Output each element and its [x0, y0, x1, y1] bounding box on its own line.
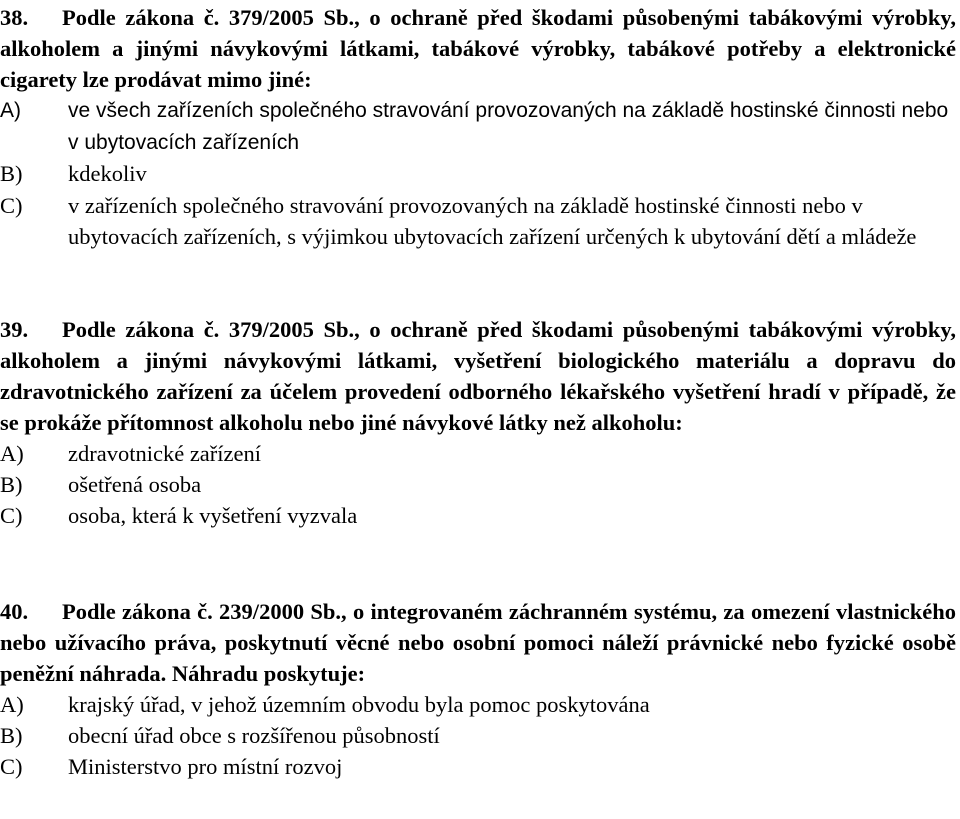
answer-option-a: [0, 689, 956, 720]
answer-options: [0, 689, 956, 782]
answer-option-b: [0, 720, 956, 751]
question-number: 39.: [0, 317, 29, 342]
question-39: [0, 314, 956, 531]
option-text: ve všech zařízeních společného stravování provozovaných na základě hostinské činnosti nebo v ubytovacích zařízeních: [68, 99, 949, 154]
answer-options: [0, 438, 956, 531]
question-38: [0, 2, 956, 253]
question-text: Podle zákona č. 239/2000 Sb., o integrovaném záchranném systému, za omezení vlastnického nebo užívacího práva, poskytnutí věcné nebo osobní pomoci náleží právnické nebo fyzické osobě peněžní náhrada. Náhradu poskytuje:: [0, 599, 956, 686]
option-letter: B): [0, 161, 23, 186]
question-stem: [0, 314, 956, 438]
option-text: Ministerstvo pro místní rozvoj: [68, 754, 343, 779]
answer-option-b: [0, 158, 956, 190]
answer-option-c: [0, 190, 956, 253]
question-number: 38.: [0, 5, 29, 30]
question-text: Podle zákona č. 379/2005 Sb., o ochraně před škodami působenými tabákovými výrobky, alkoholem a jinými návykovými látkami, tabákové výrobky, tabákové potřeby a elektronické cigarety lze prodávat mimo jiné:: [0, 5, 956, 92]
answer-option-c: [0, 751, 956, 782]
option-letter: B): [0, 472, 23, 497]
question-text: Podle zákona č. 379/2005 Sb., o ochraně před škodami působenými tabákovými výrobky, alkoholem a jinými návykovými látkami, vyšetření biologického materiálu a dopravu do zdravotnického zařízení za účelem provedení odborného lékařského vyšetření hradí v případě, že se prokáže přítomnost alkoholu nebo jiné návykové látky než alkoholu:: [0, 317, 956, 435]
option-text: obecní úřad obce s rozšířenou působností: [68, 723, 440, 748]
option-letter: A): [0, 99, 21, 122]
answer-option-a: [0, 438, 956, 469]
option-text: zdravotnické zařízení: [68, 441, 262, 466]
question-40: [0, 596, 956, 782]
option-text: kdekoliv: [68, 161, 147, 186]
option-text: ošetřená osoba: [68, 472, 202, 497]
question-stem: [0, 2, 956, 95]
option-text: osoba, která k vyšetření vyzvala: [68, 503, 358, 528]
question-number: 40.: [0, 599, 29, 624]
option-letter: B): [0, 723, 23, 748]
answer-option-b: [0, 469, 956, 500]
answer-option-a: [0, 95, 956, 158]
question-stem: [0, 596, 956, 689]
option-letter: A): [0, 692, 24, 717]
option-text: v zařízeních společného stravování provozovaných na základě hostinské činnosti nebo v ubytovacích zařízeních, s výjimkou ubytovacích zařízení určených k ubytování dětí a mládeže: [68, 192, 917, 249]
option-letter: C): [0, 754, 23, 779]
option-letter: A): [0, 441, 24, 466]
option-letter: C): [0, 503, 23, 528]
answer-option-c: [0, 500, 956, 531]
option-letter: C): [0, 192, 23, 218]
option-text: krajský úřad, v jehož územním obvodu byla pomoc poskytována: [68, 692, 650, 717]
answer-options: [0, 95, 956, 253]
